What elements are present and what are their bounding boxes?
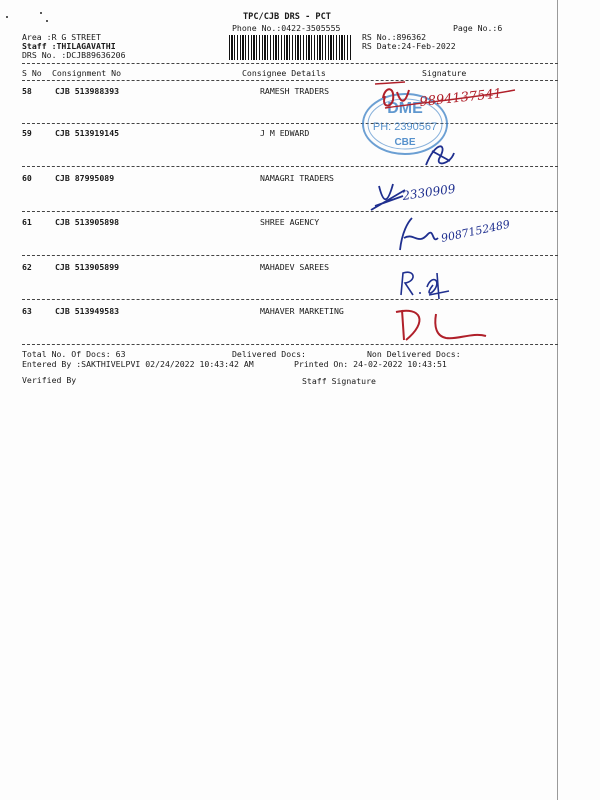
- staff-signature-label: Staff Signature: [302, 376, 376, 386]
- staff-label: Staff :THILAGAVATHI: [22, 41, 116, 51]
- header-divider: [22, 63, 558, 64]
- phone-number: Phone No.:0422-3505555: [232, 23, 341, 33]
- column-header-consignee: Consignee Details: [242, 68, 326, 78]
- row-divider: [22, 299, 558, 300]
- row-divider: [22, 166, 558, 167]
- stamp-name: DME: [387, 100, 423, 117]
- row-consignee: J M EDWARD: [260, 128, 310, 138]
- signature-row61: [392, 212, 542, 257]
- row-consignment: CJB 513988393: [55, 86, 120, 96]
- handwritten-phone: 9894137541: [418, 86, 503, 110]
- page-number: Page No.:6: [453, 23, 503, 33]
- document-title: TPC/CJB DRS - PCT: [243, 12, 331, 22]
- scan-speck: [46, 20, 48, 22]
- delivered-docs: Delivered Docs:: [232, 349, 306, 359]
- page-edge-line: [557, 0, 558, 800]
- signature-row59: [420, 135, 460, 175]
- non-delivered-docs: Non Delivered Docs:: [367, 349, 461, 359]
- row-consignee: MAHADEV SAREES: [260, 262, 330, 272]
- row-consignee: RAMESH TRADERS: [260, 86, 330, 96]
- signature-row62: [395, 265, 455, 305]
- stamp-phone: PH: 2390567: [372, 121, 438, 133]
- signature-row58: [365, 78, 535, 128]
- row-consignment: CJB 513905899: [55, 262, 120, 272]
- total-docs: Total No. Of Docs: 63: [22, 349, 126, 359]
- printed-on: Printed On: 24-02-2022 10:43:51: [294, 359, 447, 369]
- row-sno: 58: [22, 86, 32, 96]
- row-consignee: MAHAVER MARKETING: [260, 306, 344, 316]
- row-consignment: CJB 87995089: [55, 173, 115, 183]
- row-sno: 59: [22, 128, 32, 138]
- signature-row63: [392, 302, 492, 347]
- area-label: Area :R G STREET: [22, 32, 101, 42]
- stamp-city: CBE: [394, 137, 416, 148]
- barcode: [229, 35, 351, 60]
- row-consignment: CJB 513905898: [55, 217, 120, 227]
- entered-by: Entered By :SAKTHIVELPVI 02/24/2022 10:43:42 AM: [22, 359, 254, 369]
- handwritten-phone: 9087152489: [439, 217, 512, 245]
- row-consignee: SHREE AGENCY: [260, 217, 320, 227]
- row-sno: 62: [22, 262, 32, 272]
- row-sno: 61: [22, 217, 32, 227]
- drs-number: DRS No. :DCJB89636206: [22, 50, 126, 60]
- row-sno: 63: [22, 306, 32, 316]
- signature-row60: [365, 176, 475, 216]
- rs-date: RS Date:24-Feb-2022: [362, 41, 456, 51]
- row-sno: 60: [22, 173, 32, 183]
- row-consignee: NAMAGRI TRADERS: [260, 173, 334, 183]
- row-consignment: CJB 513919145: [55, 128, 120, 138]
- rs-number: RS No.:896362: [362, 32, 427, 42]
- scan-speck: [40, 12, 42, 14]
- handwritten-number: 2330909: [401, 181, 457, 203]
- row-consignment: CJB 513949583: [55, 306, 120, 316]
- verified-by: Verified By: [22, 375, 77, 385]
- scan-speck: [6, 16, 8, 18]
- column-header-sno: S No: [22, 68, 42, 78]
- column-header-consignment: Consignment No: [52, 68, 122, 78]
- column-header-signature: Signature: [422, 68, 467, 78]
